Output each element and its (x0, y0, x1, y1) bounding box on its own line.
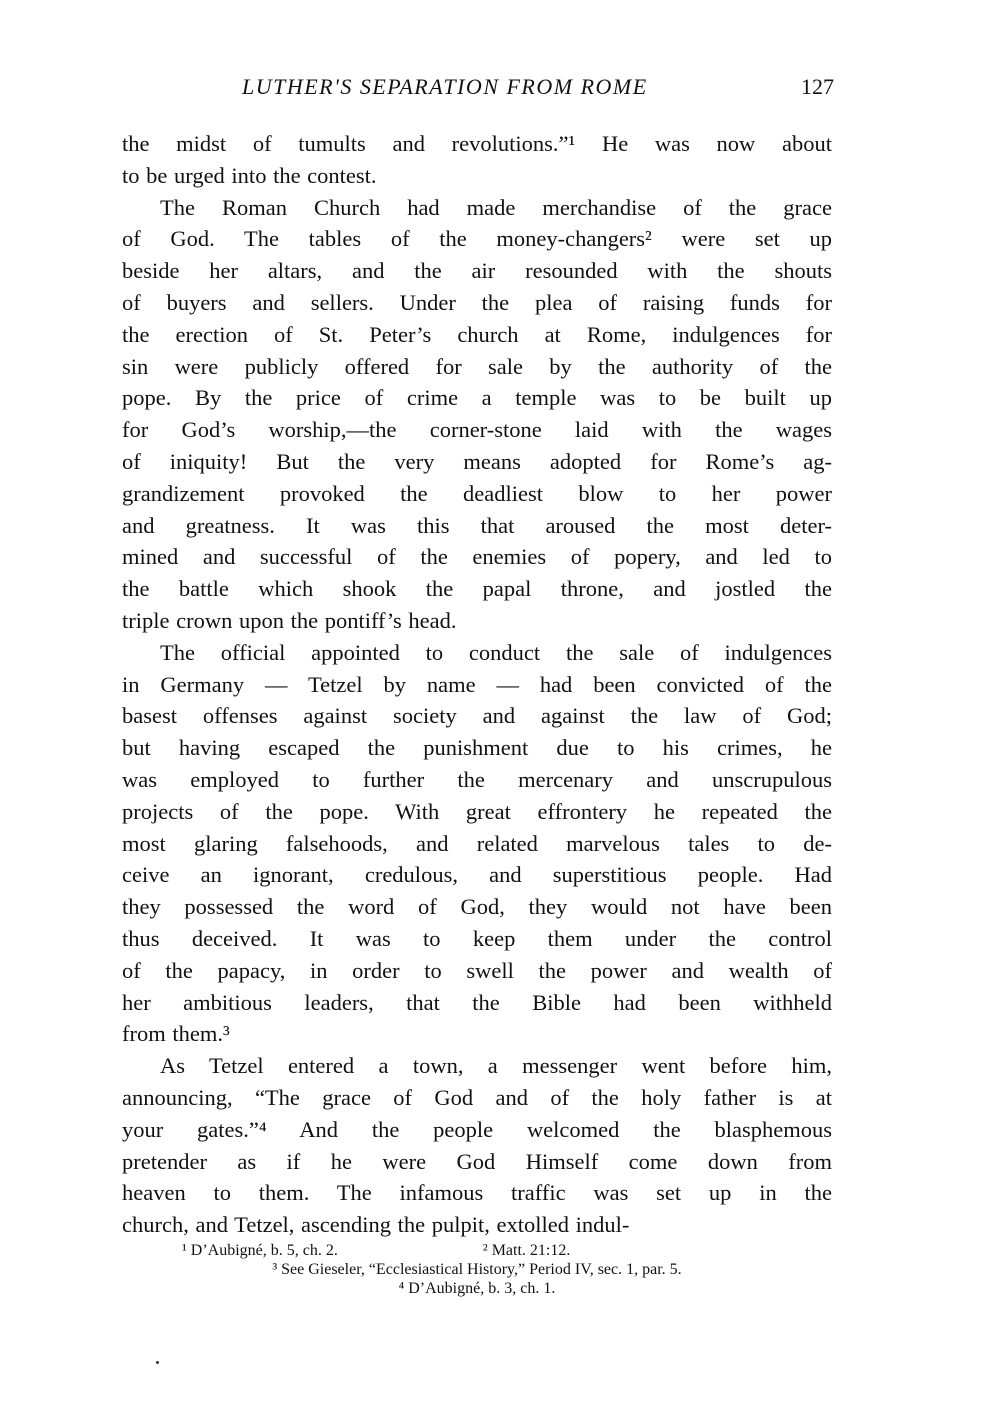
page-header (122, 74, 834, 104)
paragraph (122, 128, 832, 192)
text-line: they possessed the word of God, they would not have been (122, 894, 832, 920)
text-line: sin were publicly offered for sale by the authority of the (122, 353, 832, 379)
text-line: to be urged into the contest. (122, 162, 377, 188)
text-line: grandizement provoked the deadliest blow to her power (122, 480, 832, 506)
text-line: projects of the pope. With great effrontery he repeated the (122, 798, 832, 824)
text-line: of buyers and sellers. Under the plea of raising funds for (122, 289, 832, 315)
text-line: heaven to them. The infamous traffic was set up in the (122, 1180, 832, 1206)
text-line: your gates.”⁴ And the people welcomed the blasphemous (122, 1116, 832, 1142)
page-number: 127 (801, 74, 834, 99)
text-line: of God. The tables of the money-changers² were set up (122, 226, 832, 252)
body-text (122, 128, 832, 1241)
text-line: announcing, “The grace of God and of the holy father is at (122, 1084, 832, 1110)
text-line: the erection of St. Peter’s church at Rome, indulgences for (122, 321, 832, 347)
text-line: for God’s worship,—the corner-stone laid with the wages (122, 417, 832, 443)
text-line: As Tetzel entered a town, a messenger went before him, (160, 1053, 832, 1079)
scan-speck (156, 1361, 159, 1364)
text-line: of the papacy, in order to swell the power and wealth of (122, 957, 832, 983)
text-line: and greatness. It was this that aroused the most deter- (122, 512, 832, 538)
text-line: beside her altars, and the air resounded with the shouts (122, 258, 832, 284)
text-line: mined and successful of the enemies of popery, and led to (122, 544, 832, 570)
text-line: pope. By the price of crime a temple was to be built up (122, 385, 832, 411)
text-line: basest offenses against society and against the law of God; (122, 703, 832, 729)
text-line: the midst of tumults and revolutions.”¹ He was now about (122, 131, 832, 156)
text-line: most glaring falsehoods, and related marvelous tales to de- (122, 830, 832, 856)
footnote-4: ⁴ D’Aubigné, b. 3, ch. 1. (398, 1280, 556, 1297)
text-line: was employed to further the mercenary and unscrupulous (122, 766, 832, 792)
running-title: LUTHER'S SEPARATION FROM ROME (242, 74, 648, 99)
text-line: but having escaped the punishment due to his crimes, he (122, 735, 832, 761)
text-line: church, and Tetzel, ascending the pulpit, extolled indul- (122, 1212, 630, 1238)
text-line: pretender as if he were God Himself come down from (122, 1148, 832, 1174)
footnote-3: ³ See Gieseler, “Ecclesiastical History,” Period IV, sec. 1, par. 5. (272, 1261, 682, 1278)
text-line: the battle which shook the papal throne, and jostled the (122, 576, 832, 602)
text-line: her ambitious leaders, that the Bible had been withheld (122, 989, 832, 1015)
text-line: from them.³ (122, 1021, 230, 1047)
text-line: ceive an ignorant, credulous, and superstitious people. Had (122, 862, 832, 888)
text-line: thus deceived. It was to keep them under the control (122, 925, 832, 951)
paragraph (122, 192, 832, 637)
text-line: The official appointed to conduct the sale of indulgences (160, 639, 832, 665)
footnotes (122, 1241, 832, 1298)
footnote-1: ¹ D’Aubigné, b. 5, ch. 2. (182, 1242, 338, 1259)
text-line: of iniquity! But the very means adopted for Rome’s ag- (122, 448, 832, 474)
text-line: triple crown upon the pontiff’s head. (122, 607, 457, 633)
paragraph (122, 1050, 832, 1241)
paragraph (122, 637, 832, 1050)
text-line: in Germany — Tetzel by name — had been convicted of the (122, 671, 832, 697)
text-line: The Roman Church had made merchandise of the grace (160, 194, 832, 220)
footnote-2: ² Matt. 21:12. (482, 1242, 571, 1259)
